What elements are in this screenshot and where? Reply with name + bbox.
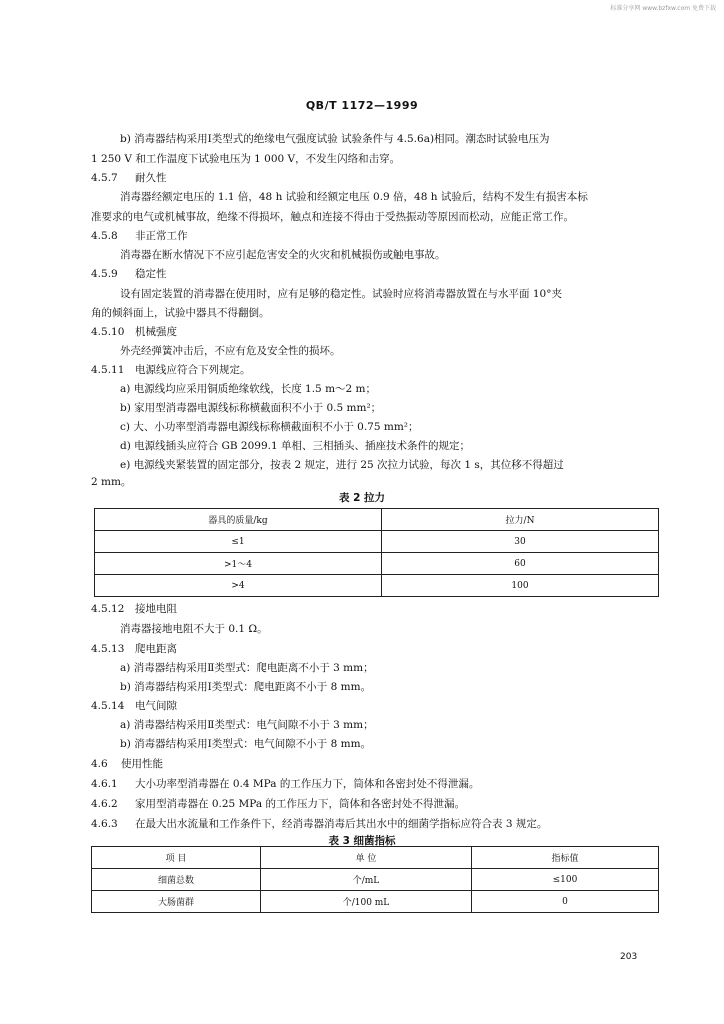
- table-cell: 0: [472, 891, 659, 913]
- text-line: 设有固定装置的消毒器在使用时，应有足够的稳定性。试验时应将消毒器放置在与水平面 10°夹: [120, 288, 562, 300]
- table3-caption: 表 3 细菌指标: [328, 835, 396, 847]
- section-heading: 4.5.10 机械强度: [91, 326, 177, 338]
- section-heading: 4.6.2 家用型消毒器在 0.25 MPa 的工作压力下，筒体和各密封处不得泄漏。: [91, 798, 465, 810]
- table-cell: 个/mL: [261, 869, 472, 891]
- section-heading: 4.5.7 耐久性: [91, 172, 167, 184]
- text-line: b) 消毒器结构采用Ⅰ类型式的绝缘电气强度试验 试验条件与 4.5.6a)相同。潮态时试验电压为: [120, 133, 550, 145]
- table3: [91, 846, 659, 913]
- table-header-row: [95, 509, 659, 531]
- list-item: b) 消毒器结构采用Ⅰ类型式：爬电距离不小于 8 mm。: [120, 681, 372, 693]
- table-cell: 个/100 mL: [261, 891, 472, 913]
- section-heading: 4.6.1 大小功率型消毒器在 0.4 MPa 的工作压力下，筒体和各密封处不得泄漏。: [91, 778, 480, 790]
- text-line: 消毒器经额定电压的 1.1 倍，48 h 试验和经额定电压 0.9 倍，48 h 试验后，结构不发生有损害本标: [120, 191, 588, 203]
- list-item: a) 电源线均应采用铜质绝缘软线，长度 1.5 m～2 m；: [120, 383, 376, 395]
- section-heading: 4.5.13 爬电距离: [91, 643, 177, 655]
- page-number: 203: [620, 952, 638, 962]
- table2-caption: 表 2 拉力: [338, 492, 386, 504]
- table-cell: >1～4: [95, 553, 382, 575]
- section-heading: 4.6.3 在最大出水流量和工作条件下，经消毒器消毒后其出水中的细菌学指标应符合表 3 规定。: [91, 818, 548, 830]
- section-heading: 4.6 使用性能: [91, 758, 163, 770]
- table-cell: ≤1: [95, 531, 382, 553]
- section-heading: 4.5.11 电源线应符合下列规定。: [91, 364, 251, 376]
- section-heading: 4.5.12 接地电阻: [91, 603, 177, 615]
- list-item: b) 家用型消毒器电源线标称横截面积不小于 0.5 mm²；: [120, 402, 382, 414]
- table-cell: 细菌总数: [92, 869, 261, 891]
- table-header-cell: 指标值: [472, 847, 659, 869]
- table-header-cell: 项 目: [92, 847, 261, 869]
- table-cell: 60: [382, 553, 659, 575]
- section-heading: 4.5.9 稳定性: [91, 268, 167, 280]
- table-row: [92, 891, 659, 913]
- table-row: [92, 869, 659, 891]
- text-line: 消毒器接地电阻不大于 0.1 Ω。: [120, 623, 268, 635]
- table-header-row: [92, 847, 659, 869]
- table-row: [95, 575, 659, 597]
- table-header-cell: 单 位: [261, 847, 472, 869]
- list-item: c) 大、小功率型消毒器电源线标称横截面积不小于 0.75 mm²；: [120, 421, 419, 433]
- table-cell: >4: [95, 575, 382, 597]
- watermark: 标准分享网 www.bzfxw.com 免费下载: [610, 5, 716, 12]
- table-header-cell: 拉力/N: [382, 509, 659, 531]
- document-header: QB/T 1172—1999: [305, 99, 419, 112]
- text-line: 准要求的电气或机械事故，绝缘不得损坏，触点和连接不得由于受热振动等原因而松动，应能正常工作。: [91, 211, 574, 223]
- table-cell: 30: [382, 531, 659, 553]
- table-cell: 大肠菌群: [92, 891, 261, 913]
- list-item: a) 消毒器结构采用Ⅱ类型式：爬电距离不小于 3 mm；: [120, 662, 374, 674]
- text-line: 消毒器在断水情况下不应引起危害安全的火灾和机械损伤或触电事故。: [120, 249, 446, 261]
- table-row: [95, 553, 659, 575]
- list-item: a) 消毒器结构采用Ⅱ类型式：电气间隙不小于 3 mm；: [120, 719, 374, 731]
- text-line: 2 mm。: [91, 476, 132, 488]
- section-heading: 4.5.8 非正常工作: [91, 230, 188, 242]
- table-cell: ≤100: [472, 869, 659, 891]
- table2: [94, 508, 659, 597]
- text-line: 1 250 V 和工作温度下试验电压为 1 000 V，不发生闪络和击穿。: [91, 153, 401, 165]
- text-line: 外壳经弹簧冲击后，不应有危及安全性的损坏。: [120, 345, 341, 357]
- list-item: b) 消毒器结构采用Ⅰ类型式：电气间隙不小于 8 mm。: [120, 738, 372, 750]
- section-heading: 4.5.14 电气间隙: [91, 700, 177, 712]
- text-line: 角的倾斜面上，试验中器具不得翻倒。: [91, 307, 270, 319]
- list-item: d) 电源线插头应符合 GB 2099.1 单相、三相插头、插座技术条件的规定；: [120, 440, 471, 452]
- list-item: e) 电源线夹紧装置的固定部分，按表 2 规定，进行 25 次拉力试验，每次 1 s，其位移不得超过: [120, 459, 564, 471]
- table-header-cell: 器具的质量/kg: [95, 509, 382, 531]
- table-cell: 100: [382, 575, 659, 597]
- table-row: [95, 531, 659, 553]
